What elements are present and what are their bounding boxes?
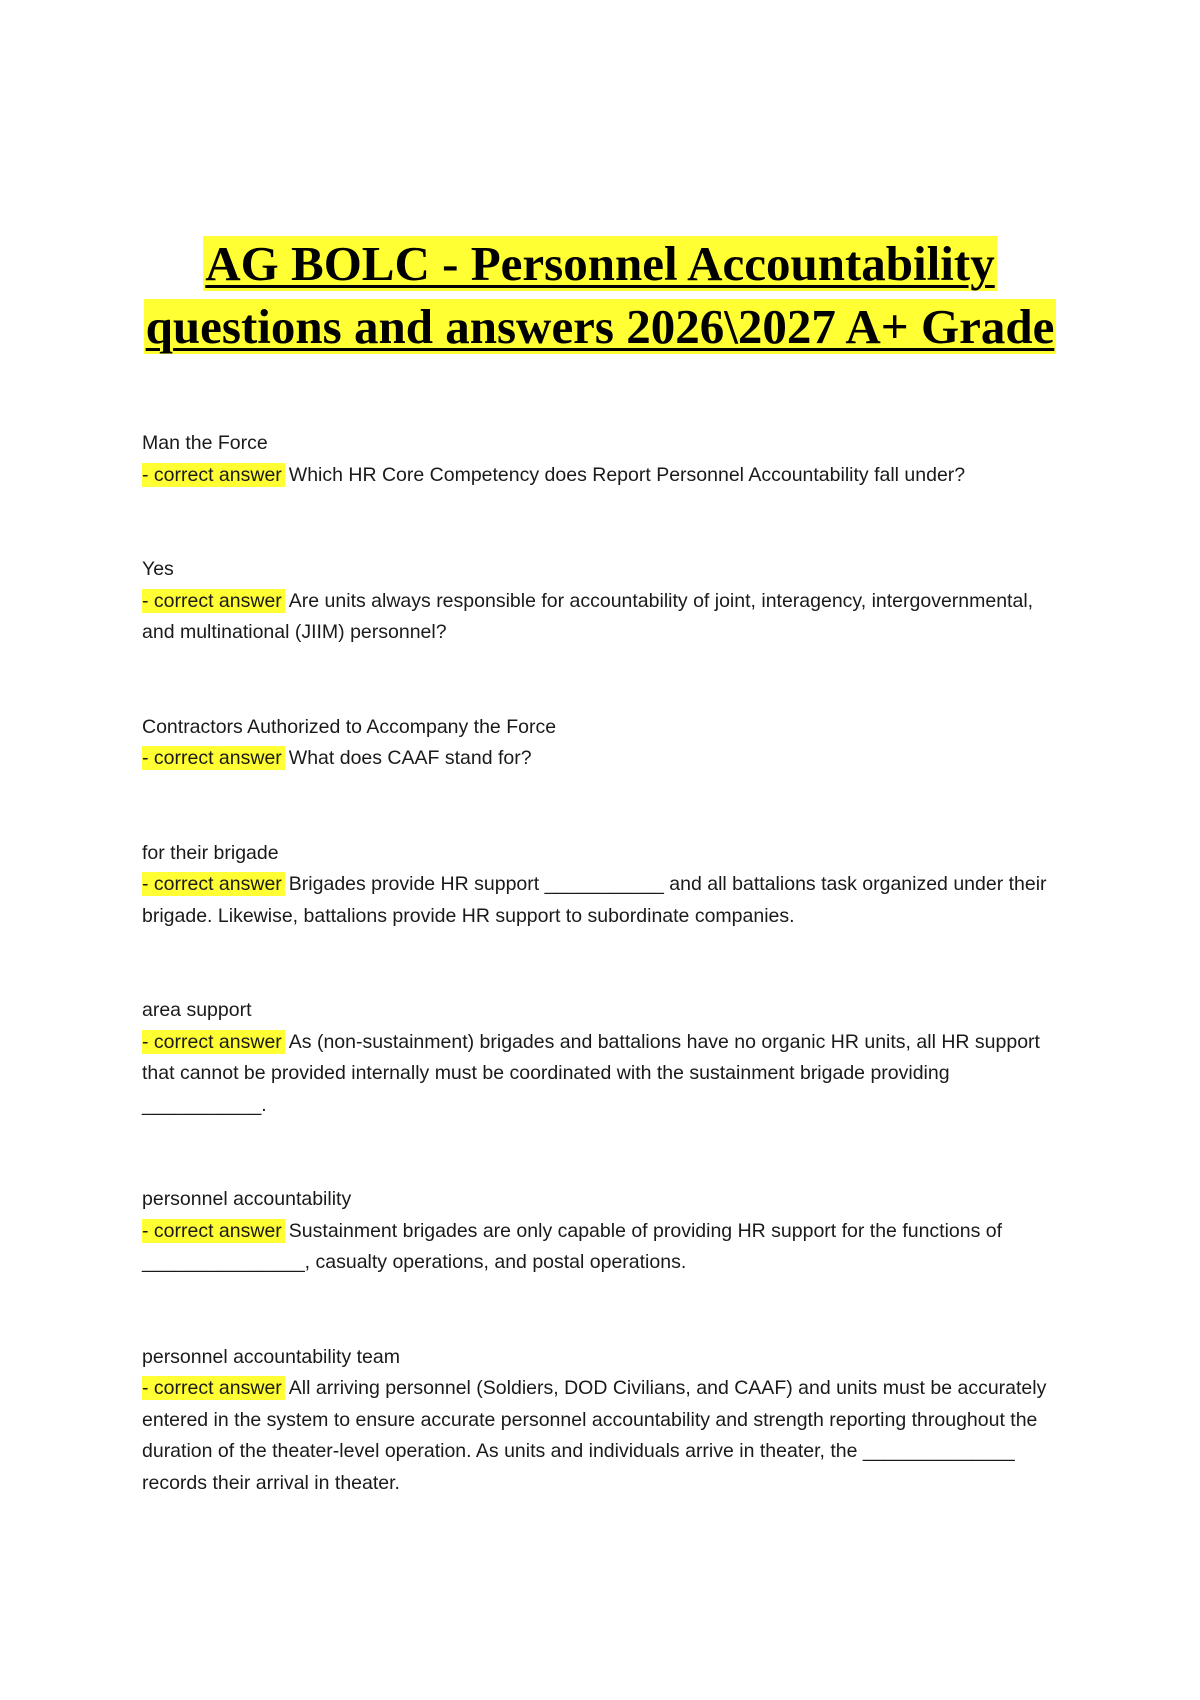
correct-answer-marker: - correct answer: [142, 1376, 285, 1400]
title-line-1: AG BOLC - Personnel Accountability: [205, 236, 995, 291]
qa-list: [142, 428, 1062, 1562]
qa-item: [142, 1342, 1062, 1500]
question-text: As (non-sustainment) brigades and battalions have no organic HR units, all HR support that cannot be provided internally must be coordinated with the sustainment brigade providing ___________.: [142, 1030, 1040, 1116]
qa-item: [142, 838, 1062, 933]
correct-answer-marker: - correct answer: [142, 872, 285, 896]
correct-answer-marker: - correct answer: [142, 589, 285, 613]
answer-text: for their brigade: [142, 841, 279, 864]
question-text: Brigades provide HR support ___________ and all battalions task organized under their brigade. Likewise, battalions provide HR support to subordinate companies.: [142, 873, 1047, 927]
answer-text: Yes: [142, 558, 174, 580]
question-text: All arriving personnel (Soldiers, DOD Civilians, and CAAF) and units must be accurately entered in the system to ensure accurate personnel accountability and strength reporting throughout the duration of the theater-level operation. As units and individuals arrive in theater, the ______________ records their arrival in theater.: [142, 1377, 1047, 1494]
question-text: Are units always responsible for accountability of joint, interagency, intergovernmental, and multinational (JIIM) personnel?: [142, 589, 1034, 643]
answer-text: Man the Force: [142, 432, 268, 454]
question-text: Sustainment brigades are only capable of providing HR support for the functions of _______________, casualty operations, and postal operations.: [142, 1219, 1003, 1273]
qa-item: [142, 428, 1062, 491]
qa-item: [142, 1184, 1062, 1279]
answer-text: personnel accountability team: [142, 1345, 400, 1368]
correct-answer-marker: - correct answer: [142, 746, 285, 770]
document-title: [100, 232, 1100, 358]
correct-answer-marker: - correct answer: [142, 1030, 285, 1054]
qa-item: [142, 712, 1062, 775]
question-text: What does CAAF stand for?: [288, 747, 532, 769]
correct-answer-marker: - correct answer: [142, 1219, 285, 1243]
qa-item: [142, 995, 1062, 1121]
question-text: Which HR Core Competency does Report Personnel Accountability fall under?: [288, 463, 966, 486]
answer-text: Contractors Authorized to Accompany the Force: [142, 715, 557, 738]
answer-text: personnel accountability: [142, 1188, 352, 1210]
title-line-2: questions and answers 2026\2027 A+ Grade: [145, 299, 1055, 354]
qa-item: [142, 554, 1062, 649]
answer-text: area support: [142, 999, 252, 1021]
correct-answer-marker: - correct answer: [142, 463, 285, 487]
